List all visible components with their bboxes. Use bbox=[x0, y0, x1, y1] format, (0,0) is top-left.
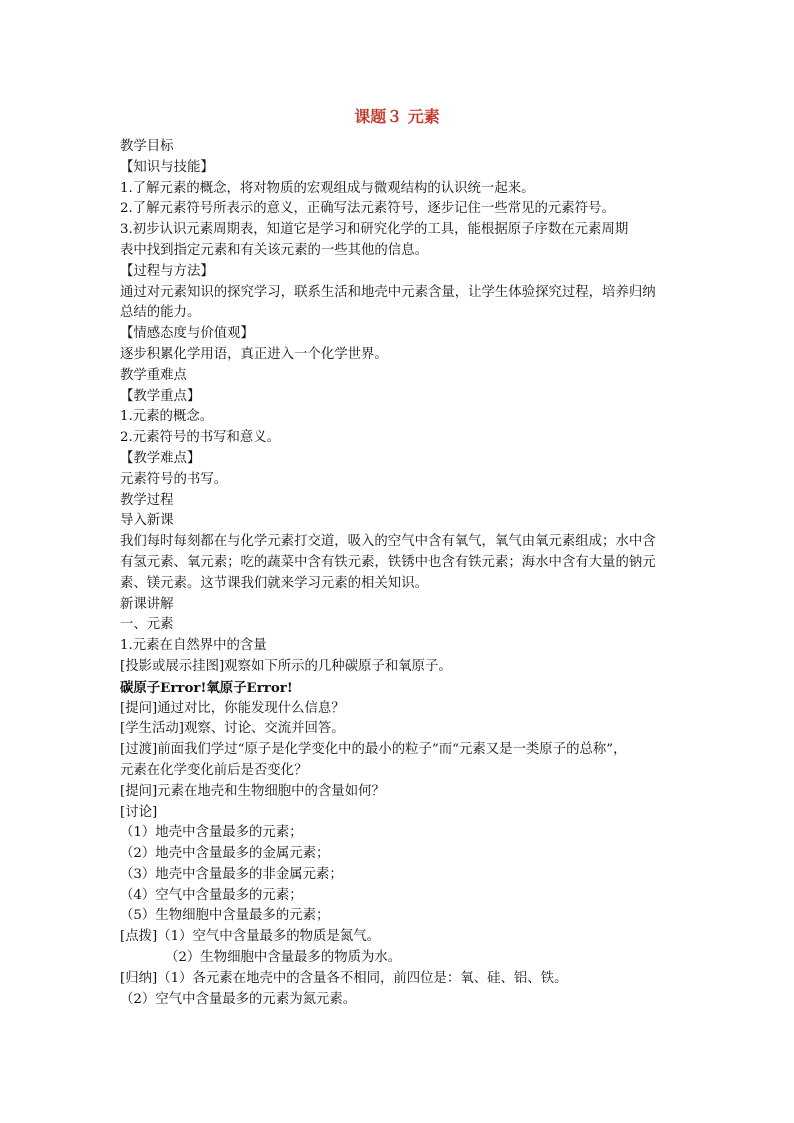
text-line: 【教学难点】 bbox=[120, 450, 201, 466]
text-line: 1.了解元素的概念，将对物质的宏观组成与微观结构的认识统一起来。 bbox=[120, 180, 535, 196]
text-line: [提问]元素在地壳和生物细胞中的含量如何？ bbox=[120, 783, 385, 799]
text-line: 2.了解元素符号所表示的意义，正确写法元素符号，逐步记住一些常见的元素符号。 bbox=[120, 201, 615, 217]
text-line: 新课讲解 bbox=[120, 596, 174, 612]
text-line: 元素符号的书写。 bbox=[120, 471, 228, 487]
text-line: 一、元素 bbox=[120, 617, 174, 633]
text-line: 2.元素符号的书写和意义。 bbox=[120, 430, 281, 446]
text-line: （3）地壳中含量最多的非金属元素； bbox=[120, 866, 343, 882]
text-line: （2）生物细胞中含量最多的物质为水。 bbox=[165, 950, 402, 966]
text-line: 通过对元素知识的探究学习，联系生活和地壳中元素含量，让学生体验探究过程，培养归纳 bbox=[120, 284, 656, 300]
text-line: 1.元素在自然界中的含量 bbox=[120, 638, 267, 654]
text-line: 3.初步认识元素周期表，知道它是学习和研究化学的工具，能根据原子序数在元素周期 bbox=[120, 222, 629, 238]
text-line: （2）地壳中含量最多的金属元素； bbox=[120, 846, 330, 862]
text-line: 1.元素的概念。 bbox=[120, 409, 214, 425]
text-line: 元素在化学变化前后是否变化？ bbox=[120, 762, 308, 778]
text-line: [点拨]（1）空气中含量最多的物质是氮气。 bbox=[120, 929, 380, 945]
text-line: （1）地壳中含量最多的元素； bbox=[120, 825, 303, 841]
text-line: [提问]通过对比，你能发现什么信息？ bbox=[120, 700, 345, 716]
text-line: 总结的能力。 bbox=[120, 305, 201, 321]
text-line: 教学重难点 bbox=[120, 367, 187, 383]
document-body bbox=[120, 137, 680, 1010]
text-line: 【教学重点】 bbox=[120, 388, 201, 404]
text-line: 导入新课 bbox=[120, 513, 174, 529]
text-line: 【知识与技能】 bbox=[120, 159, 214, 175]
text-line: 教学过程 bbox=[120, 492, 174, 508]
text-line: [归纳]（1）各元素在地壳中的含量各不相同，前四位是：氧、硅、铝、铁。 bbox=[120, 970, 568, 986]
text-line: （5）生物细胞中含量最多的元素； bbox=[120, 908, 330, 924]
document-title: 课题３ 元素 bbox=[354, 107, 440, 126]
text-line: 逐步积累化学用语，真正进入一个化学世界。 bbox=[120, 346, 388, 362]
text-line: （4）空气中含量最多的元素； bbox=[120, 887, 303, 903]
text-line: 【情感态度与价值观】 bbox=[120, 326, 254, 342]
text-line: [投影或展示挂图]观察如下所示的几种碳原子和氧原子。 bbox=[120, 658, 452, 674]
text-line: [讨论] bbox=[120, 804, 158, 820]
text-line: 有氢元素、氧元素；吃的蔬菜中含有铁元素，铁锈中也含有铁元素；海水中含有大量的钠元 bbox=[120, 554, 656, 570]
text-line: [学生活动]观察、讨论、交流并回答。 bbox=[120, 721, 345, 737]
text-line: 碳原子Error!氧原子Error! bbox=[120, 679, 293, 696]
text-line: 我们每时每刻都在与化学元素打交道，吸入的空气中含有氧气，氧气由氧元素组成；水中含 bbox=[120, 534, 656, 550]
text-line: （2）空气中含量最多的元素为氮元素。 bbox=[120, 991, 357, 1007]
text-line: 表中找到指定元素和有关该元素的一些其他的信息。 bbox=[120, 242, 428, 258]
text-line: 【过程与方法】 bbox=[120, 263, 214, 279]
text-line: [过渡]前面我们学过“原子是化学变化中的最小的粒子”而“元素又是一类原子的总称”， bbox=[120, 742, 627, 758]
text-line: 教学目标 bbox=[120, 139, 174, 154]
text-line: 素、镁元素。这节课我们就来学习元素的相关知识。 bbox=[120, 575, 428, 591]
